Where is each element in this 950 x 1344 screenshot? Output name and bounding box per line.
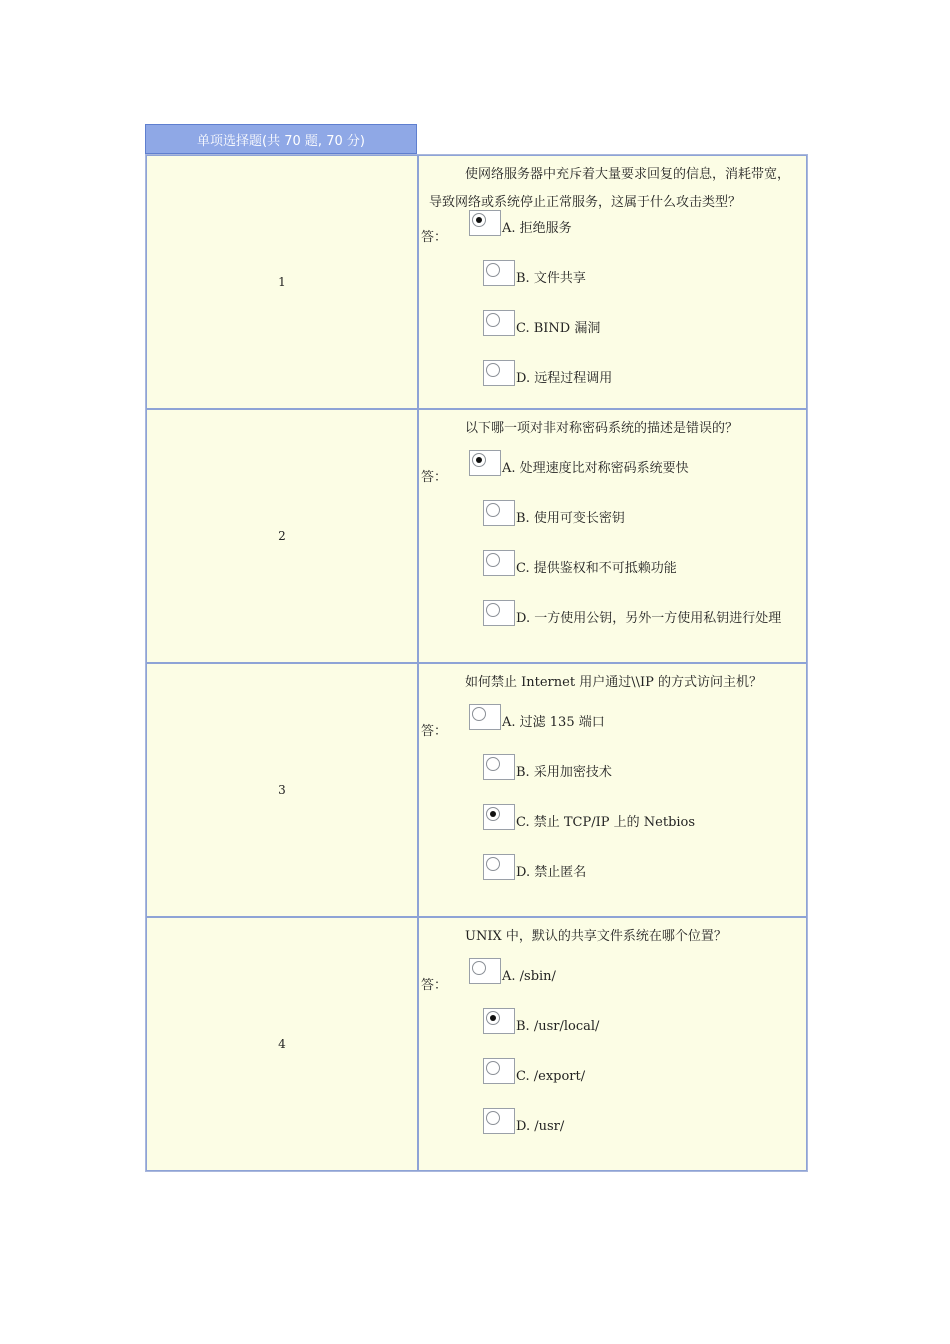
option-label: D. 一方使用公钥，另外一方使用私钥进行处理 <box>516 611 782 626</box>
option-b[interactable] <box>483 260 586 286</box>
radio-button[interactable] <box>483 854 515 880</box>
option-c[interactable] <box>483 550 677 576</box>
question-number: 3 <box>278 783 286 797</box>
question-text: 以下哪一项对非对称密码系统的描述是错误的？ <box>465 421 739 436</box>
radio-circle-icon <box>486 1111 500 1125</box>
option-label: B. 采用加密技术 <box>516 765 612 780</box>
radio-button[interactable] <box>483 550 515 576</box>
radio-button[interactable] <box>483 1008 515 1034</box>
radio-button[interactable] <box>483 500 515 526</box>
question-cell <box>418 917 807 1171</box>
option-label: B. 文件共享 <box>516 271 586 286</box>
option-label: B. 使用可变长密钥 <box>516 511 625 526</box>
radio-button[interactable] <box>483 754 515 780</box>
radio-button[interactable] <box>483 260 515 286</box>
question-cell <box>418 409 807 663</box>
radio-circle-icon <box>472 213 486 227</box>
radio-button[interactable] <box>469 958 501 984</box>
option-label: C. 提供鉴权和不可抵赖功能 <box>516 561 677 576</box>
option-c[interactable] <box>483 310 600 336</box>
question-number-cell <box>146 409 418 663</box>
radio-button[interactable] <box>469 704 501 730</box>
section-title: 单项选择题(共 70 题, 70 分) <box>197 133 365 149</box>
table-row <box>146 409 807 663</box>
option-label: A. 处理速度比对称密码系统要快 <box>502 461 689 476</box>
radio-circle-icon <box>486 363 500 377</box>
radio-circle-icon <box>486 553 500 567</box>
answer-label: 答： <box>421 230 448 245</box>
radio-button[interactable] <box>483 804 515 830</box>
radio-button[interactable] <box>483 1108 515 1134</box>
radio-circle-icon <box>486 263 500 277</box>
question-number: 1 <box>278 275 286 289</box>
radio-circle-icon <box>486 807 500 821</box>
question-number: 4 <box>278 1037 286 1051</box>
radio-button[interactable] <box>469 450 501 476</box>
option-b[interactable] <box>483 1008 599 1034</box>
option-a[interactable] <box>469 704 605 730</box>
option-label: D. 禁止匿名 <box>516 865 587 880</box>
answer-label: 答： <box>421 978 448 993</box>
table-row <box>146 155 807 409</box>
option-label: A. 过滤 135 端口 <box>502 715 605 730</box>
option-label: C. BIND 漏洞 <box>516 321 601 336</box>
option-c[interactable] <box>483 1058 585 1084</box>
radio-circle-icon <box>486 857 500 871</box>
radio-circle-icon <box>486 1061 500 1075</box>
option-a[interactable] <box>469 450 689 476</box>
table-row <box>146 663 807 917</box>
radio-circle-icon <box>486 1011 500 1025</box>
option-label: D. /usr/ <box>516 1119 565 1134</box>
radio-circle-icon <box>472 453 486 467</box>
question-number-cell <box>146 155 418 409</box>
radio-button[interactable] <box>483 360 515 386</box>
question-cell <box>418 155 807 409</box>
option-d[interactable] <box>483 360 612 386</box>
option-d[interactable] <box>483 1108 564 1134</box>
option-label: A. 拒绝服务 <box>502 221 572 236</box>
question-number-cell <box>146 663 418 917</box>
option-label: D. 远程过程调用 <box>516 371 613 386</box>
question-cell <box>418 663 807 917</box>
radio-circle-icon <box>486 603 500 617</box>
radio-circle-icon <box>486 313 500 327</box>
radio-circle-icon <box>472 961 486 975</box>
option-a[interactable] <box>469 958 556 984</box>
answer-label: 答： <box>421 724 448 739</box>
question-text: 使网络服务器中充斥着大量要求回复的信息，消耗带宽，导致网络或系统停止正常服务，这属于什么攻击类型？ <box>429 167 791 210</box>
question-text: 如何禁止 Internet 用户通过\\IP 的方式访问主机？ <box>465 675 762 690</box>
option-b[interactable] <box>483 754 612 780</box>
answer-label: 答： <box>421 470 448 485</box>
question-number-cell <box>146 917 418 1171</box>
option-c[interactable] <box>483 804 695 830</box>
table-row <box>146 917 807 1171</box>
option-b[interactable] <box>483 500 625 526</box>
radio-button[interactable] <box>469 210 501 236</box>
radio-circle-icon <box>486 757 500 771</box>
question-number: 2 <box>278 529 286 543</box>
option-d[interactable] <box>483 600 781 626</box>
option-label: C. /export/ <box>516 1069 586 1084</box>
option-label: B. /usr/local/ <box>516 1019 600 1034</box>
radio-button[interactable] <box>483 1058 515 1084</box>
radio-button[interactable] <box>483 600 515 626</box>
option-label: A. /sbin/ <box>502 969 556 984</box>
radio-button[interactable] <box>483 310 515 336</box>
question-text: UNIX 中，默认的共享文件系统在哪个位置？ <box>465 929 727 944</box>
option-label: C. 禁止 TCP/IP 上的 Netbios <box>516 815 696 830</box>
option-d[interactable] <box>483 854 586 880</box>
question-table <box>145 154 808 1172</box>
radio-circle-icon <box>472 707 486 721</box>
option-a[interactable] <box>469 210 572 236</box>
section-header <box>145 124 417 154</box>
radio-circle-icon <box>486 503 500 517</box>
